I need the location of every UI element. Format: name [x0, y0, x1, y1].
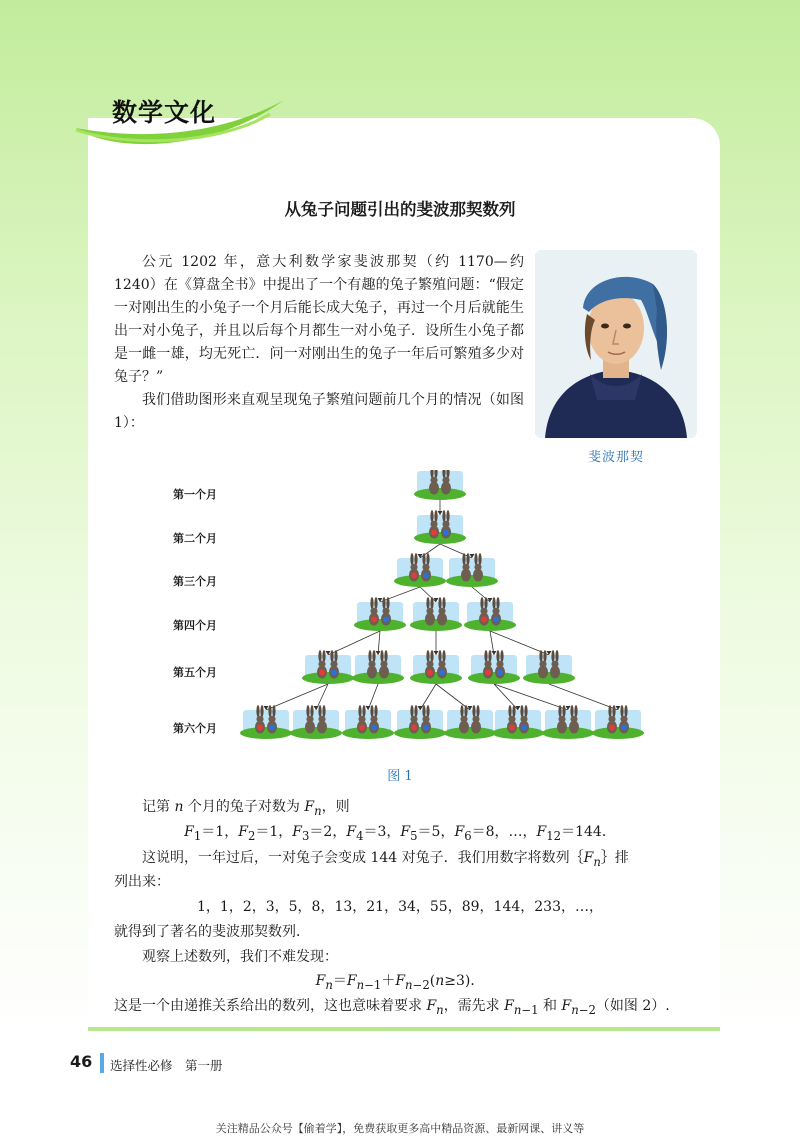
intro-paragraph: 我们借助图形来直观呈现兔子繁殖问题前几个月的情况（如图 1）：: [114, 392, 524, 431]
rabbit-ear: [442, 650, 445, 662]
rabbit-ear: [306, 705, 309, 717]
rabbit-ear: [438, 650, 441, 662]
intro-paragraph: 公元 1202 年，意大利数学家斐波那契（约 1170—约 1240）在《算盘全书》中提出了一个有趣的兔子繁殖问题：“假定一对刚出生的小兔子一个月后能长成大兔子，再过一个月后就能生出一对小兔子，并且以后每个月都生一对小兔子．设所生小兔子都是一雌一雄，均无死亡．问一对刚出生的兔子一年后可繁殖多少对兔子？”: [114, 254, 524, 385]
rabbit-ear: [374, 705, 377, 717]
rabbit-ear: [318, 650, 321, 662]
rabbit-badge: [431, 530, 437, 536]
rabbit-ear: [374, 597, 377, 609]
rabbit-ear: [362, 705, 365, 717]
rabbit-body: [379, 666, 389, 679]
rabbit-ear: [480, 597, 483, 609]
arrow-head: [468, 706, 473, 710]
rabbit-ear: [386, 597, 389, 609]
rabbit-body: [459, 721, 469, 734]
rabbit-ear: [434, 510, 437, 522]
recurrence-formula: $F_n=F_{n-1}+F_{n-2}(n\ge 3)$．: [315, 973, 485, 992]
intro-text: [114, 251, 524, 435]
grass-patch: [354, 619, 406, 631]
fibonacci-values-line: $F_1=1$，$F_2=1$，$F_3=2$，$F_4=3$，$F_5=5$，$F_6=8$，…，$F_{12}=144$．: [184, 824, 616, 843]
rabbit-ear: [430, 650, 433, 662]
rabbit-ear: [496, 597, 499, 609]
growth-arrow: [266, 684, 328, 710]
rabbit-ear: [358, 705, 361, 717]
rabbit-badge: [383, 617, 389, 623]
rabbit-ear: [460, 705, 463, 717]
rabbit-ear: [268, 705, 271, 717]
rabbit-pair: [394, 553, 446, 587]
rabbit-pair: [523, 650, 575, 684]
month-label: 第二个月: [173, 532, 217, 545]
rabbit-ear: [474, 553, 477, 565]
rabbit-badge: [443, 530, 449, 536]
rabbit-pair: [468, 650, 520, 684]
rabbit-badge: [509, 725, 515, 731]
grass-patch: [464, 619, 516, 631]
rabbit-badge: [423, 573, 429, 579]
rabbit-ear: [512, 705, 515, 717]
rabbit-ear: [426, 553, 429, 565]
grass-patch: [394, 575, 446, 587]
rabbit-pair: [240, 705, 292, 739]
rabbit-pair: [352, 650, 404, 684]
rabbit-ear: [442, 510, 445, 522]
rabbit-ear: [426, 650, 429, 662]
rabbit-ear: [608, 705, 611, 717]
rabbit-ear: [492, 597, 495, 609]
rabbit-ear: [330, 650, 333, 662]
rabbit-ear: [464, 705, 467, 717]
rabbit-ear: [472, 705, 475, 717]
fibonacci-portrait: [535, 250, 697, 438]
rabbit-badge: [411, 573, 417, 579]
rabbit-badge: [497, 670, 503, 676]
body-line: 这说明，一年过后，一对兔子会变成 144 对兔子．我们用数字将数列$\{F_n\}$排: [142, 850, 629, 869]
rabbit-pair: [414, 510, 466, 544]
rabbit-body: [305, 721, 315, 734]
rabbit-badge: [439, 670, 445, 676]
rabbit-body: [367, 666, 377, 679]
rabbit-pair: [410, 597, 462, 631]
footer-note: 关注精品公众号【偷着学】，免费获取更多高中精品资源、最新网课、讲义等: [215, 1122, 585, 1135]
rabbit-body: [471, 721, 481, 734]
rabbit-ear: [484, 650, 487, 662]
arrow-head: [492, 651, 497, 655]
rabbit-ear: [370, 705, 373, 717]
rabbit-ear: [422, 705, 425, 717]
rabbit-ear: [272, 705, 275, 717]
grass-patch: [523, 672, 575, 684]
rabbit-ear: [442, 597, 445, 609]
rabbit-ear: [422, 553, 425, 565]
rabbit-ear: [612, 705, 615, 717]
arrow-head: [434, 651, 439, 655]
rabbit-ear: [624, 705, 627, 717]
rabbit-ear: [318, 705, 321, 717]
rabbit-pair: [542, 705, 594, 739]
rabbit-body: [429, 482, 439, 495]
rabbit-ear: [543, 650, 546, 662]
body-line: 观察上述数列，我们不难发现：: [142, 949, 338, 965]
month-label: 第三个月: [173, 575, 217, 588]
arrow-head: [376, 651, 381, 655]
rabbit-ear: [551, 650, 554, 662]
rabbit-ear: [410, 705, 413, 717]
rabbit-ear: [370, 597, 373, 609]
body-line: 这是一个由递推关系给出的数列，这也意味着要求 $F_n$，需先求 $F_{n-1}$ 和 $F_{n-2}$（如图 2）.: [114, 998, 670, 1017]
body-line: 就得到了著名的斐波那契数列．: [114, 924, 310, 940]
rabbit-body: [538, 666, 548, 679]
rabbit-tree-diagram: [0, 470, 800, 760]
grass-patch: [444, 727, 496, 739]
arrow-head: [418, 554, 423, 558]
rabbit-badge: [371, 725, 377, 731]
rabbit-pair: [302, 650, 354, 684]
grass-patch: [592, 727, 644, 739]
rabbit-ear: [384, 650, 387, 662]
rabbit-body: [473, 569, 483, 582]
page-number: 46: [70, 1052, 93, 1071]
rabbit-ear: [372, 650, 375, 662]
rabbit-ear: [476, 705, 479, 717]
rabbit-ear: [438, 597, 441, 609]
rabbit-pair: [354, 597, 406, 631]
rabbit-badge: [427, 670, 433, 676]
rabbit-ear: [414, 553, 417, 565]
figure-caption: 图 1: [387, 769, 413, 784]
rabbit-ear: [334, 650, 337, 662]
rabbit-pair: [394, 705, 446, 739]
rabbit-ear: [256, 705, 259, 717]
rabbit-ear: [414, 705, 417, 717]
rabbit-pair: [410, 650, 462, 684]
rabbit-pair: [464, 597, 516, 631]
rabbit-body: [425, 613, 435, 626]
arrow-head: [314, 706, 319, 710]
rabbit-badge: [411, 725, 417, 731]
section-title: 数学文化: [112, 98, 217, 127]
grass-patch: [410, 672, 462, 684]
rabbit-body: [437, 613, 447, 626]
rabbit-ear: [368, 650, 371, 662]
rabbit-badge: [493, 617, 499, 623]
rabbit-badge: [269, 725, 275, 731]
month-label: 第四个月: [173, 619, 217, 632]
rabbit-pair: [290, 705, 342, 739]
rabbit-badge: [481, 617, 487, 623]
rabbit-ear: [488, 650, 491, 662]
page-number-bar: [100, 1053, 104, 1073]
rabbit-ear: [260, 705, 263, 717]
rabbit-pair: [342, 705, 394, 739]
rabbit-ear: [478, 553, 481, 565]
rabbit-ear: [380, 650, 383, 662]
rabbit-badge: [257, 725, 263, 731]
growth-arrow: [380, 587, 420, 602]
rabbit-ear: [322, 705, 325, 717]
rabbit-badge: [331, 670, 337, 676]
grass-patch: [446, 575, 498, 587]
rabbit-badge: [521, 725, 527, 731]
grass-patch: [342, 727, 394, 739]
rabbit-pair: [592, 705, 644, 739]
grass-patch: [352, 672, 404, 684]
rabbit-ear: [430, 510, 433, 522]
fibonacci-sequence: 1，1，2，3，5，8，13，21，34，55，89，144，233，…，: [197, 899, 603, 915]
growth-arrow: [436, 684, 470, 710]
month-label: 第六个月: [173, 722, 217, 735]
rabbit-ear: [462, 553, 465, 565]
rabbit-ear: [574, 705, 577, 717]
rabbit-ear: [382, 597, 385, 609]
grass-patch: [468, 672, 520, 684]
rabbit-body: [557, 721, 567, 734]
book-name: 选择性必修 第一册: [110, 1058, 223, 1073]
arrow-head: [488, 598, 493, 602]
rabbit-ear: [520, 705, 523, 717]
body-line: 列出来：: [114, 874, 170, 890]
rabbit-ear: [410, 553, 413, 565]
rabbit-pair: [414, 470, 466, 500]
rabbit-ear: [562, 705, 565, 717]
rabbit-ear: [426, 705, 429, 717]
rabbit-ear: [484, 597, 487, 609]
rabbit-ear: [539, 650, 542, 662]
rabbit-badge: [621, 725, 627, 731]
portrait-caption: 斐波那契: [587, 450, 644, 465]
arrow-head: [418, 706, 423, 710]
rabbit-pair: [446, 553, 498, 587]
grass-patch: [414, 488, 466, 500]
month-label: 第一个月: [173, 488, 217, 501]
rabbit-body: [441, 482, 451, 495]
rabbit-ear: [508, 705, 511, 717]
grass-patch: [492, 727, 544, 739]
footer-divider: [88, 1027, 720, 1031]
grass-patch: [410, 619, 462, 631]
arrow-head: [438, 511, 443, 515]
rabbit-ear: [558, 705, 561, 717]
grass-patch: [302, 672, 354, 684]
rabbit-badge: [371, 617, 377, 623]
rabbit-pair: [444, 705, 496, 739]
grass-patch: [394, 727, 446, 739]
rabbit-ear: [310, 705, 313, 717]
grass-patch: [290, 727, 342, 739]
rabbit-ear: [524, 705, 527, 717]
rabbit-ear: [570, 705, 573, 717]
grass-patch: [240, 727, 292, 739]
rabbit-ear: [466, 553, 469, 565]
rabbit-badge: [423, 725, 429, 731]
arrow-head: [366, 706, 371, 710]
rabbit-pair: [492, 705, 544, 739]
grass-patch: [542, 727, 594, 739]
growth-arrow: [494, 684, 568, 710]
rabbit-ear: [620, 705, 623, 717]
rabbit-ear: [555, 650, 558, 662]
rabbit-body: [317, 721, 327, 734]
body-line: 记第 n 个月的兔子对数为 $F_n$，则: [142, 799, 350, 818]
rabbit-badge: [319, 670, 325, 676]
rabbit-body: [461, 569, 471, 582]
rabbit-ear: [446, 510, 449, 522]
rabbit-ear: [496, 650, 499, 662]
grass-patch: [414, 532, 466, 544]
month-label: 第五个月: [173, 666, 217, 679]
rabbit-ear: [426, 597, 429, 609]
rabbit-badge: [485, 670, 491, 676]
rabbit-ear: [322, 650, 325, 662]
rabbit-body: [550, 666, 560, 679]
article-title: 从兔子问题引出的斐波那契数列: [284, 200, 516, 219]
rabbit-badge: [359, 725, 365, 731]
rabbit-body: [569, 721, 579, 734]
rabbit-badge: [609, 725, 615, 731]
rabbit-ear: [500, 650, 503, 662]
rabbit-ear: [430, 597, 433, 609]
